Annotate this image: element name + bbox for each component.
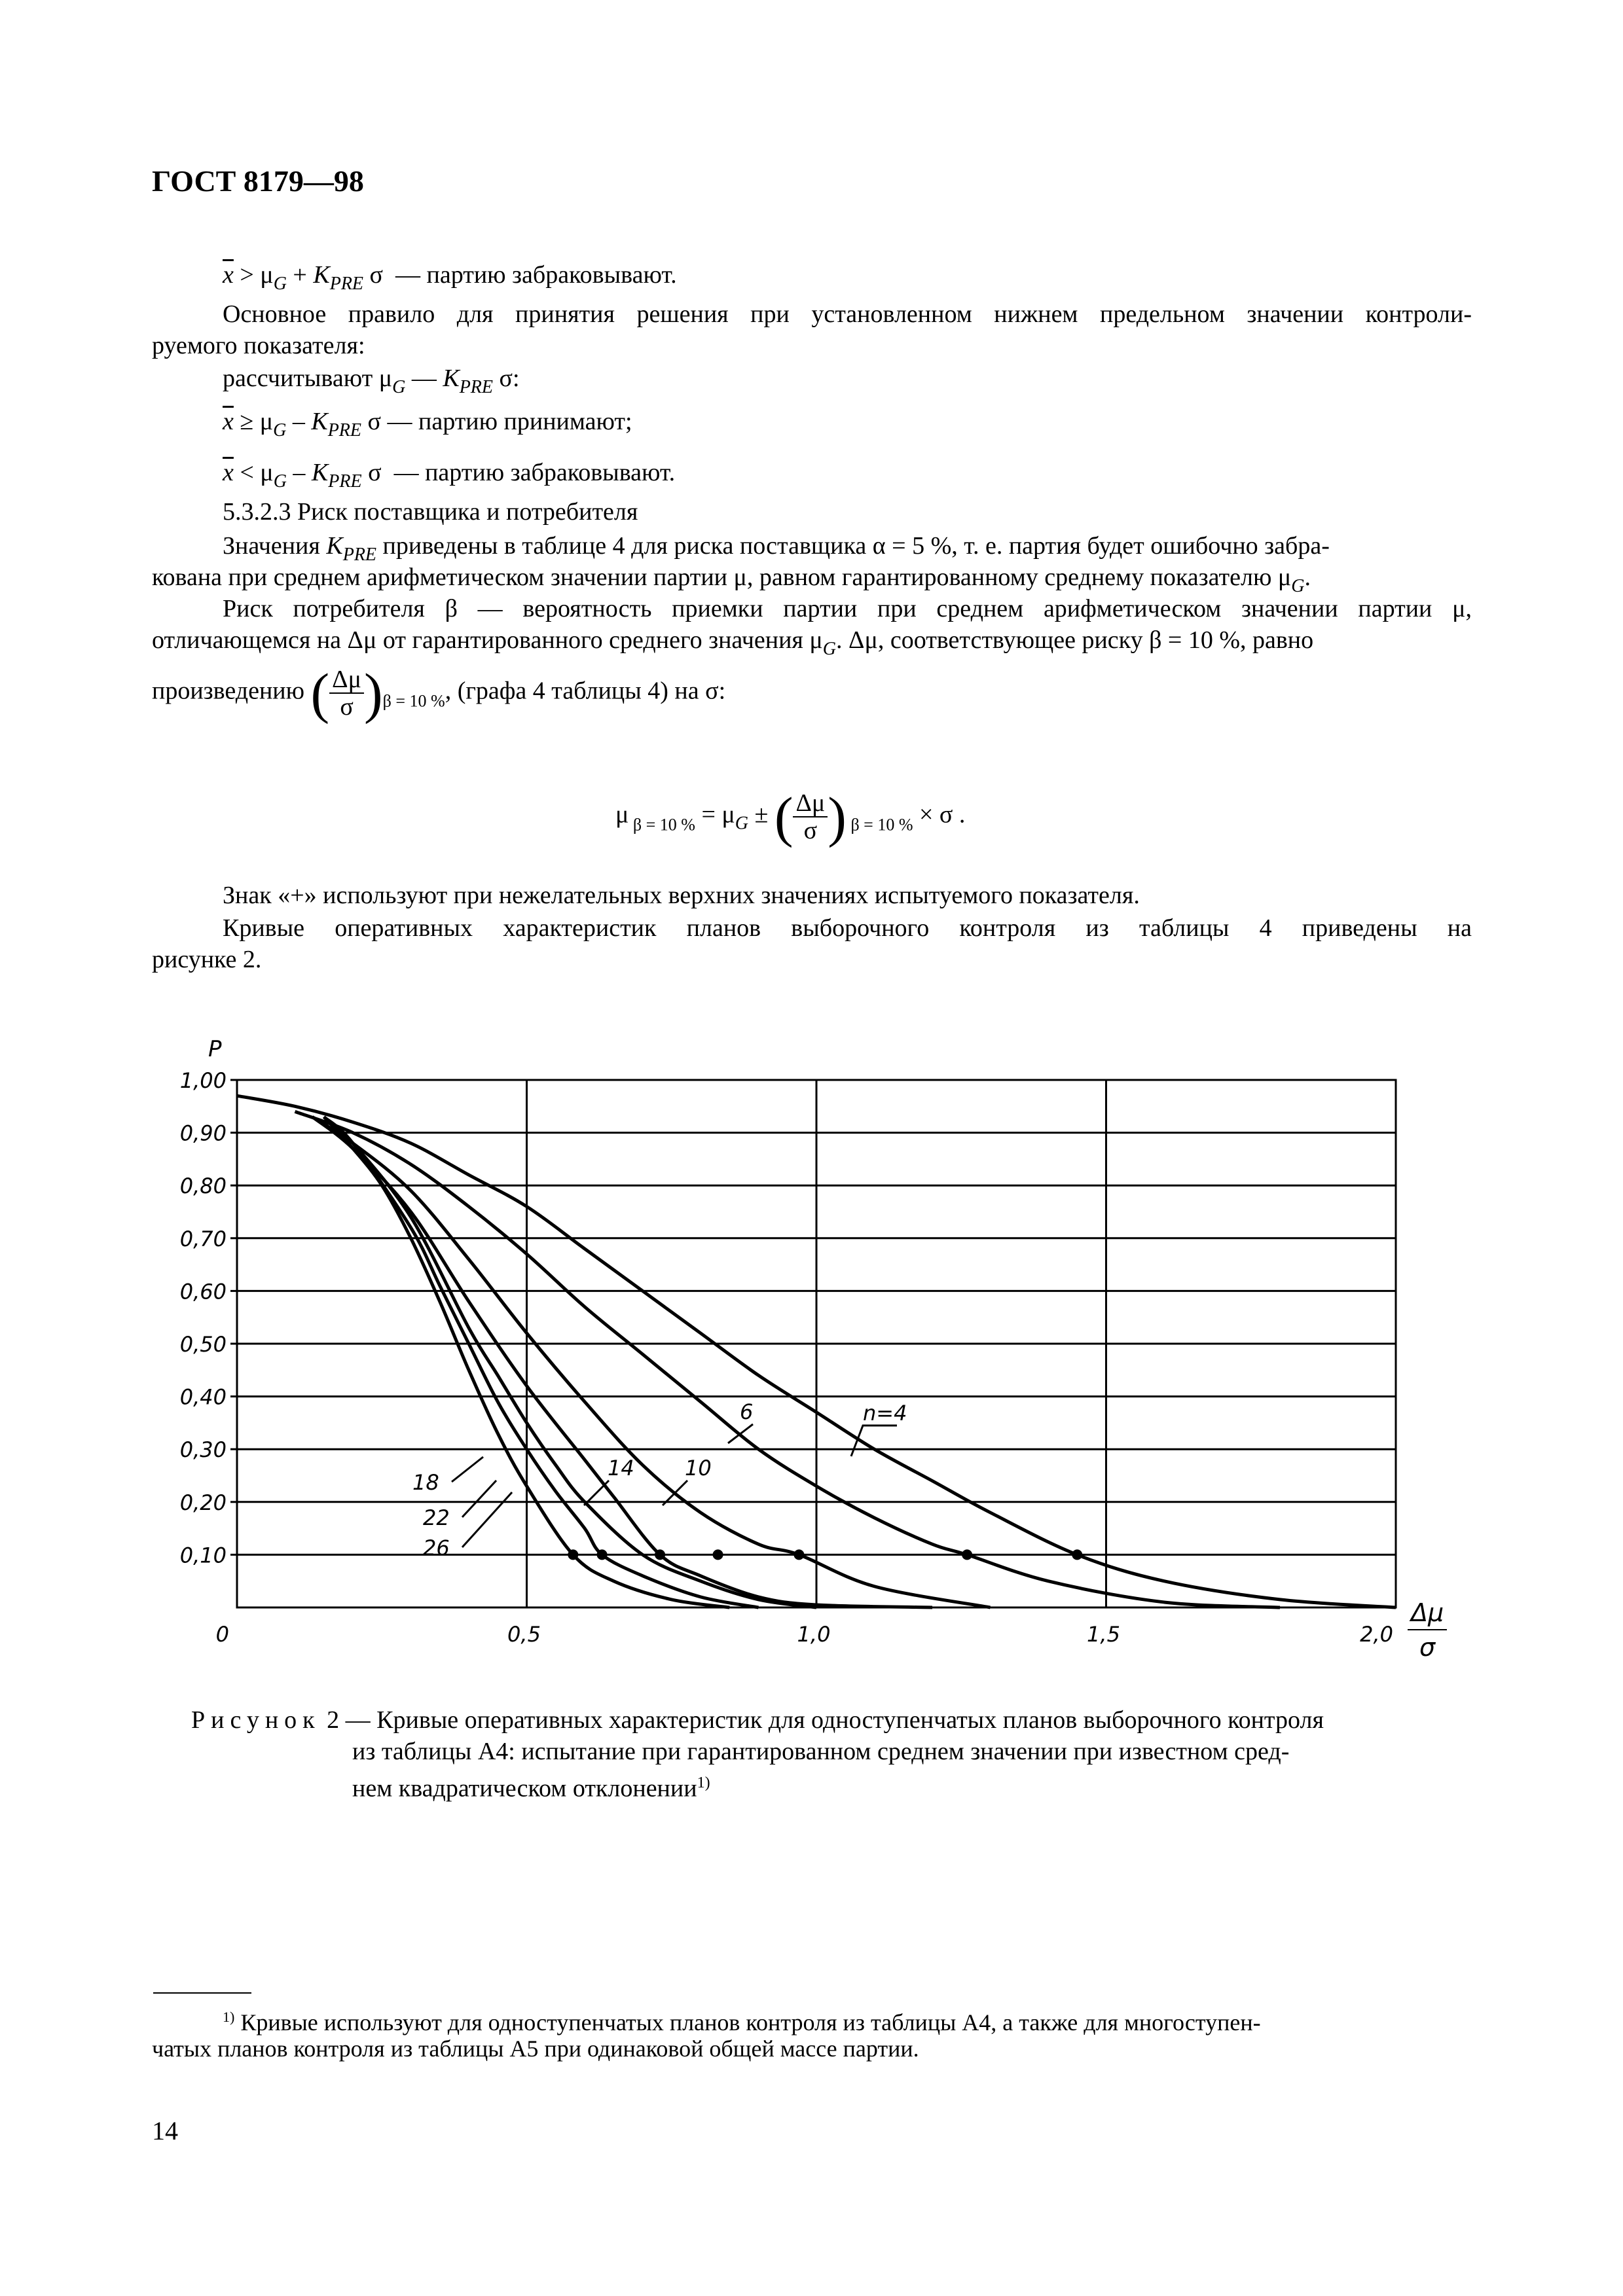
beta-marker <box>655 1549 665 1560</box>
caption-line3-text: нем квадратическом отклонении <box>352 1774 697 1803</box>
x-axis-label-denominator: σ <box>1419 1633 1436 1662</box>
y-tick-label: 0,80 <box>179 1174 227 1199</box>
curve-label: 18 <box>412 1470 439 1495</box>
curve-label: 10 <box>685 1456 712 1480</box>
y-tick-label: 0,40 <box>179 1384 227 1410</box>
curve-label: n=4 <box>863 1401 907 1426</box>
caption-line2: из таблицы А4: испытание при гарантированном среднем значении при известном сред- <box>352 1738 1290 1765</box>
y-tick-label: 1,00 <box>179 1068 227 1093</box>
y-axis-label: P <box>208 1036 222 1062</box>
curves-paragraph-line1: Кривые оперативных характеристик планов выборочного контроля из таблицы 4 приведены на <box>223 914 1472 942</box>
page-number: 14 <box>152 2116 178 2145</box>
caption-label: Рисунок <box>191 1706 321 1734</box>
curve-label: 6 <box>740 1399 754 1424</box>
curve-label-leader <box>452 1457 483 1482</box>
y-tick-label: 0,90 <box>179 1121 227 1146</box>
calc-line: рассчитывают $\mu_G$ — $K_{PRE}$ σ: <box>223 365 520 397</box>
curves-paragraph-line2: рисунке 2. <box>152 946 262 973</box>
curve-label: 26 <box>423 1535 450 1560</box>
consumer-risk-line1: Риск потребителя β — вероятность приемки партии при среднем арифметическом значении партии μ, <box>223 595 1472 622</box>
y-tick-label: 0,50 <box>179 1332 227 1357</box>
kpre-paragraph-line1: Значения $K_{PRE}$ приведены в таблице 4 для риска поставщика α = 5 %, т. е. партия будет ошибочно забра- <box>223 532 1330 565</box>
y-tick-label: 0,20 <box>179 1490 227 1515</box>
document-id: ГОСТ 8179—98 <box>152 164 364 198</box>
footnote-line2: чатых планов контроля из таблицы А5 при одинаковой общей массе партии. <box>152 2036 919 2062</box>
beta-marker <box>962 1549 972 1560</box>
y-tick-label: 0,60 <box>179 1279 227 1304</box>
beta-marker <box>597 1549 608 1560</box>
footnote-mark: 1) <box>223 2009 235 2025</box>
kpre-paragraph-line2: кована при среднем арифметическом значении партии μ, равном гарантированному среднему показателю $\mu_G$. <box>152 564 1311 596</box>
basic-rule-paragraph: Основное правило для принятия решения при установленном нижнем предельном значении контроли- <box>223 300 1472 328</box>
reject-rule-upper-text: — партию забраковывают. <box>395 261 677 289</box>
caption-line3 <box>352 1767 710 1804</box>
curve-n-14 <box>312 1117 932 1607</box>
consumer-risk-line2: отличающемся на Δμ от гарантированного среднего значения $\mu_G$. Δμ, соответствующее риску β = 10 %, равно <box>152 626 1314 659</box>
y-tick-label: 0,30 <box>179 1437 227 1463</box>
reject-rule-lower-text: — партию забраковывают. <box>393 459 676 486</box>
caption-line1: 2 — Кривые оперативных характеристик для одноступенчатых планов выборочного контроля <box>327 1706 1324 1734</box>
consumer-risk-text-b: . Δμ, соответствующее риску β = 10 %, равно <box>836 626 1314 654</box>
footnote-text1: Кривые используют для одноступенчатых планов контроля из таблицы А4, а также для многоступен- <box>240 2009 1261 2036</box>
sign-paragraph: Знак «+» используют при нежелательных верхних значениях испытуемого показателя. <box>223 882 1140 909</box>
curve-label-leader <box>462 1480 496 1517</box>
beta-marker <box>793 1549 804 1560</box>
kpre-text-2: кована при среднем арифметическом значении партии μ, равном гарантированному среднему показателю μ <box>152 564 1292 591</box>
consumer-risk-text-a: отличающемся на Δμ от гарантированного среднего значения μ <box>152 626 823 654</box>
curve-label-leader <box>462 1492 512 1547</box>
curve-n-22 <box>324 1117 759 1607</box>
curve-label: 22 <box>423 1505 450 1530</box>
calc-prefix: рассчитывают <box>223 365 373 392</box>
footnote-divider <box>153 1992 251 1994</box>
curve-label-leader <box>851 1426 897 1456</box>
x-tick-label: 1,0 <box>797 1622 831 1647</box>
caption-footnote-mark: 1) <box>697 1774 710 1791</box>
figure-caption <box>191 1704 1324 1736</box>
reject-rule-lower: $\overline{x} < \mu_G - K_{PRE}$ σ — партию забраковывают. <box>223 459 676 492</box>
product-line: произведению ( $\frac{\Delta\mu}{\sigma}$ )$_{\beta = 10 \%}$, (графа 4 таблицы 4) на σ: <box>152 662 726 725</box>
x-axis-label-numerator: Δμ <box>1411 1598 1444 1627</box>
delta-mu-fraction: $\frac{\Delta\mu}{\sigma}$ <box>329 666 364 720</box>
product-prefix: произведению <box>152 677 305 705</box>
y-tick-label: 0,70 <box>179 1226 227 1251</box>
beta-marker <box>1072 1549 1082 1560</box>
beta-marker <box>568 1549 578 1560</box>
product-suffix: , (графа 4 таблицы 4) на σ: <box>445 677 726 705</box>
beta-marker <box>713 1549 723 1560</box>
accept-rule-text: — партию принимают; <box>387 408 632 435</box>
x-tick-label: 1,5 <box>1087 1622 1120 1647</box>
curve-label: 14 <box>608 1456 634 1480</box>
reject-rule-upper: $\overline{x} > \mu_G + K_{PRE}$ σ — партию забраковывают. <box>223 261 677 294</box>
y-tick-label: 0,10 <box>179 1543 227 1568</box>
kpre-text-b: приведены в таблице 4 для риска поставщика α = 5 %, т. е. партия будет ошибочно забра- <box>382 532 1330 560</box>
x-tick-label: 0 <box>215 1622 229 1647</box>
mu-formula: μ $_{\beta = 10 \%} = \mu_G$ ± ( $\frac{\Delta\mu}{\sigma}$ ) $_{\beta = 10 \%}$ × σ . <box>615 785 966 848</box>
section-heading: 5.3.2.3 Риск поставщика и потребителя <box>223 498 638 526</box>
x-tick-label: 0,5 <box>507 1622 541 1647</box>
basic-rule-paragraph-cont: руемого показателя: <box>152 332 365 359</box>
x-tick-label: 2,0 <box>1360 1622 1393 1647</box>
kpre-text-a: Значения <box>223 532 320 560</box>
accept-rule: $\overline{x} \ge \mu_G - K_{PRE}$ σ — партию принимают; <box>223 408 632 440</box>
